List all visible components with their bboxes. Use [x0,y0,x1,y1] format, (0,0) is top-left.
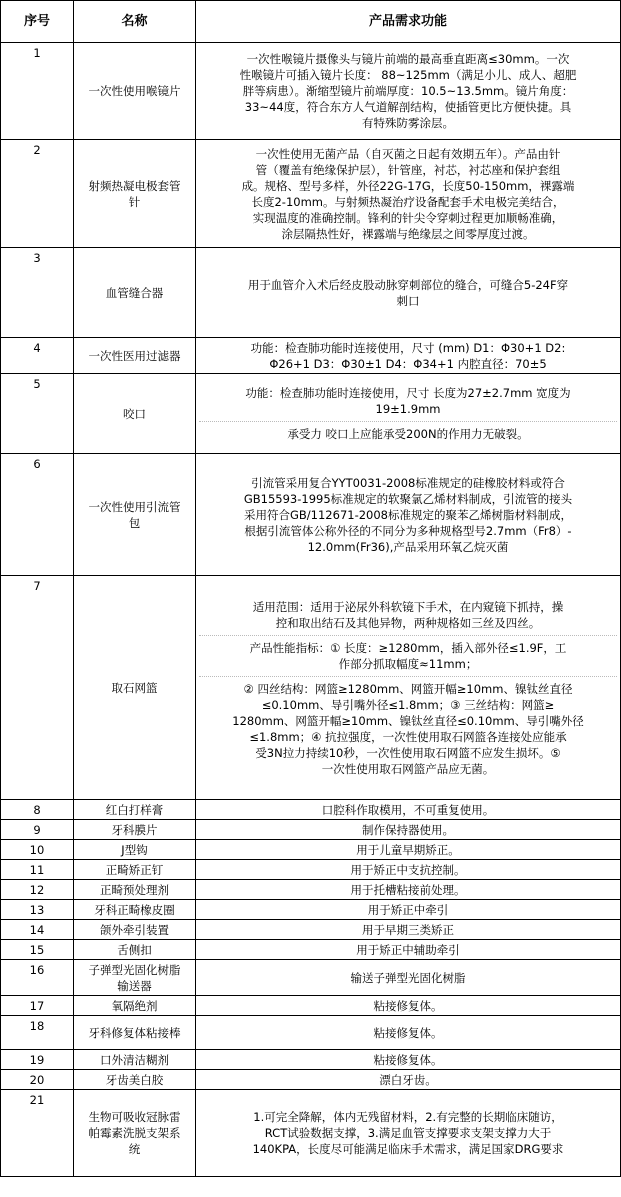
function-block [199,599,617,631]
product-name [74,1090,196,1177]
product-name [74,940,196,960]
row-number: 2 [1,140,74,248]
product-name-line: 氧隔绝剂 [111,998,158,1013]
header-func: 产品需求功能 [196,1,621,43]
product-name [74,960,196,996]
product-name-line: 口外清洁糊剂 [100,1052,169,1067]
product-function [196,1016,621,1050]
product-name-line: 一次性医用过滤器 [88,348,181,363]
function-block [199,635,617,672]
function-line: 粘接修复体。 [373,1052,443,1067]
table-row [1,920,621,940]
product-function [196,860,621,880]
table-row [1,43,621,140]
product-function [196,374,621,454]
function-line: GB15593-1995标准规定的软聚氯乙烯材料制成，引流管的接头 [243,491,573,506]
function-block [199,421,617,442]
function-line: 功能：检查肺功能时连接使用，尺寸 (mm) D1：Φ30+1 D2: [250,340,566,355]
function-line: 12.0mm(Fr36),产品采用环氧乙烷灭菌 [307,539,509,554]
table-row [1,880,621,900]
function-block [199,385,617,417]
function-block [199,922,617,938]
table-row [1,248,621,338]
function-line: 19±1.9mm [375,402,441,416]
function-line: Φ26+1 D3：Φ30±1 D4：Φ34+1 内腔直径：70±5 [269,356,547,371]
function-line: 实现温度的准确控制。锋利的针尖令穿刺过程更加顺畅准确， [252,210,564,225]
product-name [74,140,196,248]
product-function [196,248,621,338]
table-row [1,1070,621,1090]
row-number: 13 [1,900,74,920]
row-number: 3 [1,248,74,338]
product-function [196,920,621,940]
function-line: 1.可完全降解，体内无残留材料，2.有完整的长期临床随访， [253,1110,563,1124]
function-line: 长度2-10mm。与射频热凝治疗设备配套手术电极完美结合， [251,194,565,209]
table-row [1,960,621,996]
product-name [74,900,196,920]
header-num: 序号 [1,1,74,43]
function-line: 粘接修复体。 [373,998,443,1013]
product-name-line: 子弹型光固化树脂 [88,962,181,977]
row-number: 1 [1,43,74,140]
row-number: 4 [1,338,74,374]
function-line: 口腔科作取模用，不可重复使用。 [321,802,495,817]
function-line: 成。规格、型号多样，外径22G-17G，长度50-150mm，裸露端 [241,178,575,193]
function-block [199,1109,617,1157]
function-block [199,1052,617,1068]
product-name [74,338,196,374]
row-number: 7 [1,576,74,800]
row-number: 14 [1,920,74,940]
product-name [74,248,196,338]
function-line: 承受力 咬口上应能承受200N的作用力无破裂。 [287,427,529,441]
table-row [1,454,621,576]
product-name-line: 牙科正畸橡皮圈 [94,902,175,917]
function-line: 刺口 [396,293,420,308]
row-number: 6 [1,454,74,576]
product-name [74,996,196,1016]
function-line: 有特殊防雾涂层。 [362,116,454,130]
row-number: 18 [1,1016,74,1050]
product-name [74,1016,196,1050]
product-name-line: 帕霉素洗脱支架系 [88,1126,181,1140]
function-line: 粘接修复体。 [373,1025,443,1040]
function-block [199,277,617,309]
product-name-line: 牙齿美白胶 [105,1072,164,1087]
table-row [1,1090,621,1177]
product-function [196,1070,621,1090]
function-line: 引流管采用复合YYT0031-2008标准规定的硅橡胶材料或符合 [251,475,565,490]
table-row [1,338,621,374]
row-number: 12 [1,880,74,900]
product-name [74,43,196,140]
header-name: 名称 [74,1,196,43]
function-line: 用于早期三类矫正 [362,922,454,937]
row-number: 20 [1,1070,74,1090]
function-block [199,970,617,986]
function-line: 作部分抓取幅度≈11mm； [338,656,478,671]
function-line: 一次性使用取石网篮产品应无菌。 [321,761,495,776]
function-line: ≤1.8mm；④ 抗拉强度，一次性使用取石网篮各连接处应能承 [249,729,567,744]
table-row [1,860,621,880]
function-line: 用于儿童早期矫正。 [356,842,460,857]
product-function [196,1050,621,1070]
table-row [1,1016,621,1050]
table-row [1,140,621,248]
function-block [199,882,617,898]
product-name [74,1050,196,1070]
row-number: 19 [1,1050,74,1070]
product-function [196,1090,621,1177]
header-row [1,1,621,43]
function-line: RCT试验数据支撑，3.满足血管支撑要求支架支撑力大于 [264,1126,552,1140]
function-line: 涂层隔热性好，裸露端与绝缘层之间零厚度过渡。 [281,226,535,241]
function-line: 1280mm、网篮开幅≥10mm、镍钛丝直径≤0.10mm、导引嘴外径 [232,713,584,728]
product-function [196,140,621,248]
function-line: 采用符合GB/112671-2008标准规定的聚苯乙烯树脂材料制成， [244,507,572,522]
table-row [1,374,621,454]
product-function [196,960,621,996]
product-function [196,900,621,920]
product-name-line: 生物可吸收冠脉雷 [88,1110,181,1124]
function-block [199,340,617,372]
product-function [196,800,621,820]
product-function [196,576,621,800]
product-name-line: 取石网篮 [111,680,158,695]
function-block [199,51,617,131]
function-line: 功能：检查肺功能时连接使用，尺寸 长度为27±2.7mm 宽度为 [245,386,571,400]
product-name-line: 血管缝合器 [105,285,164,300]
row-number: 9 [1,820,74,840]
function-line: ② 四丝结构：网篮≥1280mm、网篮开幅≥10mm、镍钛丝直径 [243,681,573,696]
function-line: 管（覆盖有绝缘保护层），针管座，衬芯，衬芯座和保护套组 [255,162,561,177]
function-block [199,822,617,838]
product-name-line: 正畸预处理剂 [100,882,169,897]
function-block [199,902,617,918]
product-name-line: 射频热凝电极套管 [88,178,181,193]
function-block [199,146,617,242]
function-line: 一次性使用无菌产品（自灭菌之日起有效期五年）。产品由针 [255,146,561,161]
table-row [1,800,621,820]
product-name [74,576,196,800]
function-line: 制作保持器使用。 [362,822,454,837]
function-line: ≤0.10mm、导引嘴外径≤1.8mm；③ 三丝结构：网篮≥ [261,697,555,712]
product-name [74,920,196,940]
function-block [199,842,617,858]
product-name-line: 牙科修复体粘接棒 [88,1025,181,1040]
product-name [74,860,196,880]
function-line: 140KPA，长度尽可能满足临床手术需求，满足国家DRG要求 [252,1142,564,1156]
row-number: 11 [1,860,74,880]
function-line: 根据引流管体公称外径的不同分为多种规格型号2.7mm（Fr8）- [244,523,572,538]
function-line: 33~44度，符合东方人气道解剖结构，使插管更比方便快捷。具 [244,100,572,114]
function-block [199,998,617,1014]
table-row [1,940,621,960]
product-name [74,820,196,840]
product-name-line: 统 [128,1142,141,1156]
table-row [1,996,621,1016]
row-number: 8 [1,800,74,820]
function-block [199,942,617,958]
function-block [199,475,617,555]
product-name-line: 颌外牵引装置 [100,922,169,937]
function-block [199,676,617,777]
function-line: 漂白牙齿。 [379,1072,437,1087]
function-block [199,1025,617,1041]
product-name-line: 针 [128,194,141,209]
function-line: 受3N拉力持续10秒，一次性使用取石网篮不应发生损坏。⑤ [255,745,561,760]
function-line: 用于矫正中牵引 [367,902,449,917]
function-line: 一次性喉镜片摄像头与镜片前端的最高垂直距离≤30mm。一次 [246,52,570,66]
product-function [196,338,621,374]
table-row [1,576,621,800]
product-name [74,880,196,900]
function-line: 用于矫正中辅助牵引 [356,942,460,957]
product-name [74,374,196,454]
row-number: 15 [1,940,74,960]
product-name [74,454,196,576]
product-function [196,880,621,900]
product-name-line: 一次性使用喉镜片 [88,84,181,98]
function-line: 用于矫正中支抗控制。 [350,862,466,877]
product-name-line: 正畸矫正钉 [105,862,164,877]
function-line: 控和取出结石及其他异物，两种规格如三丝及四丝。 [275,615,541,630]
row-number: 16 [1,960,74,996]
function-block [199,1072,617,1088]
function-line: 用于托槽粘接前处理。 [350,882,466,897]
function-line: 输送子弹型光固化树脂 [350,970,466,985]
product-function [196,820,621,840]
table-body [1,43,621,1177]
table-row [1,900,621,920]
product-function [196,454,621,576]
row-number: 5 [1,374,74,454]
function-line: 产品性能指标：① 长度：≥1280mm，插入部外径≤1.9F，工 [249,640,567,655]
product-name-line: 舌侧扣 [117,942,152,957]
product-function [196,996,621,1016]
product-name-line: 红白打样膏 [105,802,164,817]
product-function [196,840,621,860]
product-name [74,800,196,820]
row-number: 17 [1,996,74,1016]
function-block [199,802,617,818]
product-name-line: 输送器 [117,978,152,993]
product-name-line: J型钩 [121,842,148,857]
function-line: 性喉镜片可插入镜片长度： 88~125mm（满足小儿、成人、超肥 [239,68,577,82]
table-row [1,840,621,860]
function-block [199,862,617,878]
table-row [1,1050,621,1070]
row-number: 21 [1,1090,74,1177]
function-line: 适用范围：适用于泌尿外科软镜下手术，在内窥镜下抓持，操 [252,599,564,614]
product-name-line: 牙科膜片 [111,822,158,837]
product-name-line: 一次性使用引流管 [88,499,181,514]
product-name [74,840,196,860]
product-name-line: 咬口 [123,406,146,421]
function-line: 用于血管介入术后经皮股动脉穿刺部位的缝合，可缝合5-24F穿 [247,277,569,292]
product-name-line: 包 [128,515,141,530]
row-number: 10 [1,840,74,860]
function-line: 胖等病患）。渐缩型镜片前端厚度：10.5~13.5mm。镜片角度： [242,84,574,98]
product-name [74,1070,196,1090]
table-row [1,820,621,840]
product-function [196,940,621,960]
product-function [196,43,621,140]
